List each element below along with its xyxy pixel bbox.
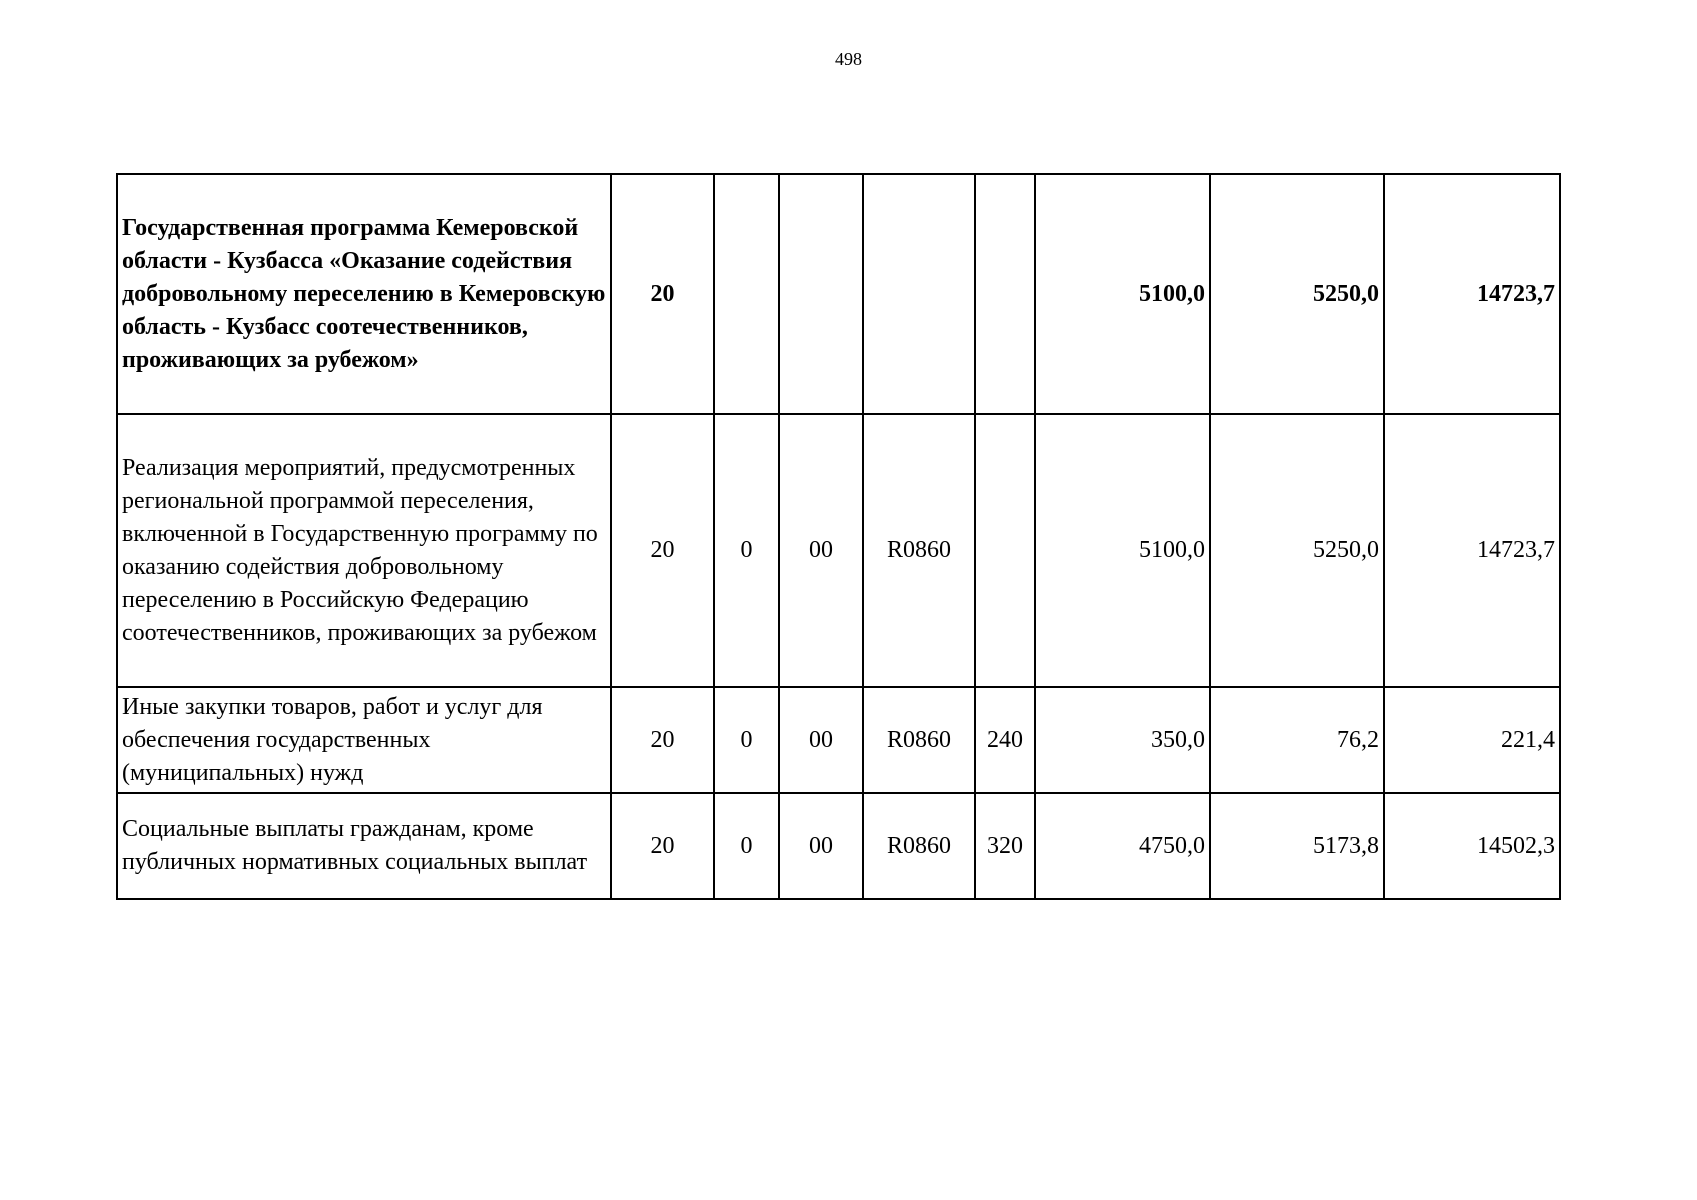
direction-code-cell: R0860 [863, 793, 975, 899]
table-row [117, 174, 1560, 414]
expense-type-cell [975, 174, 1035, 414]
page-number: 498 [835, 49, 862, 69]
event-code-cell: 00 [779, 414, 863, 687]
table-row [117, 793, 1560, 899]
event-code-cell: 00 [779, 687, 863, 793]
sum-3-cell: 221,4 [1384, 687, 1560, 793]
table-row [117, 414, 1560, 687]
subprogram-code-cell: 0 [714, 687, 779, 793]
expense-type-cell: 320 [975, 793, 1035, 899]
subprogram-code-cell [714, 174, 779, 414]
sum-1-cell: 4750,0 [1035, 793, 1210, 899]
event-code-cell [779, 174, 863, 414]
table-row [117, 687, 1560, 793]
subprogram-code-cell: 0 [714, 414, 779, 687]
expense-type-cell: 240 [975, 687, 1035, 793]
sum-3-cell: 14502,3 [1384, 793, 1560, 899]
program-code-cell: 20 [611, 687, 714, 793]
sum-1-cell: 5100,0 [1035, 174, 1210, 414]
direction-code-cell: R0860 [863, 414, 975, 687]
subprogram-code-cell: 0 [714, 793, 779, 899]
event-code-cell: 00 [779, 793, 863, 899]
program-code-cell: 20 [611, 414, 714, 687]
sum-3-cell: 14723,7 [1384, 414, 1560, 687]
direction-code-cell [863, 174, 975, 414]
sum-2-cell: 5173,8 [1210, 793, 1384, 899]
sum-2-cell: 76,2 [1210, 687, 1384, 793]
row-name-cell: Реализация мероприятий, предусмотренных региональной программой переселения, включенной в Государственную программу по оказанию содействия добровольному переселению в Российскую Федерацию соотечественников, проживающих за рубежом [117, 414, 611, 687]
sum-1-cell: 5100,0 [1035, 414, 1210, 687]
program-code-cell: 20 [611, 793, 714, 899]
sum-3-cell: 14723,7 [1384, 174, 1560, 414]
direction-code-cell: R0860 [863, 687, 975, 793]
row-name-cell: Государственная программа Кемеровской области - Кузбасса «Оказание содействия добровольному переселению в Кемеровскую область - Кузбасс соотечественников, проживающих за рубежом» [117, 174, 611, 414]
expense-type-cell [975, 414, 1035, 687]
sum-2-cell: 5250,0 [1210, 174, 1384, 414]
sum-2-cell: 5250,0 [1210, 414, 1384, 687]
sum-1-cell: 350,0 [1035, 687, 1210, 793]
row-name-cell: Социальные выплаты гражданам, кроме публичных нормативных социальных выплат [117, 793, 611, 899]
program-code-cell: 20 [611, 174, 714, 414]
row-name-cell: Иные закупки товаров, работ и услуг для обеспечения государственных (муниципальных) нужд [117, 687, 611, 793]
budget-table [116, 173, 1561, 900]
